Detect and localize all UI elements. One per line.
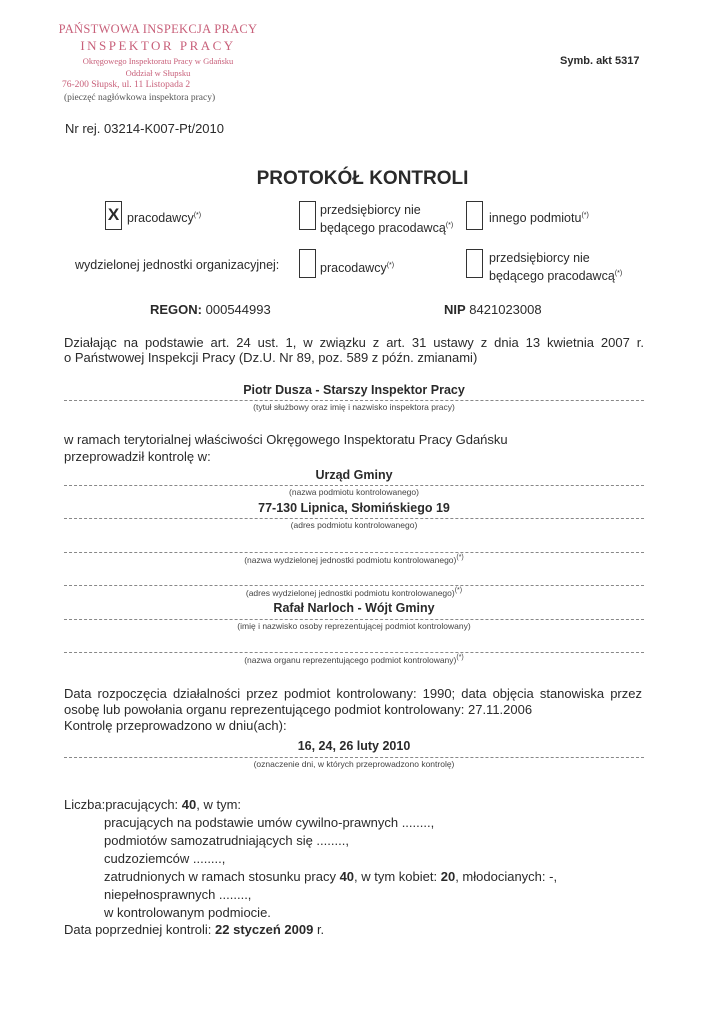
control-dates: 16, 24, 26 luty 2010	[297, 739, 411, 753]
page-title: PROTOKÓŁ KONTROLI	[256, 168, 469, 189]
stamp-line-branch: Oddział w Słupsku	[125, 68, 191, 78]
dates-caption: (oznaczenie dni, w których przeprowadzono kontrolę)	[253, 759, 455, 769]
representative-name: Rafał Narloch - Wójt Gminy	[273, 601, 435, 615]
scope-line2: przeprowadził kontrolę w:	[64, 449, 211, 464]
label-innego-podmiotu: innego podmiotu(*)	[489, 211, 589, 226]
representative-caption: (imię i nazwisko osoby reprezentującej podmiot kontrolowany)	[237, 621, 471, 631]
scope-line1: w ramach terytorialnej właściwości Okręgowego Inspektoratu Pracy Gdańsku	[64, 432, 508, 447]
stamp-line-inspector: INSPEKTOR PRACY	[80, 38, 236, 53]
entity-caption: (nazwa podmiotu kontrolowanego)	[289, 487, 419, 497]
stats-disabled: niepełnosprawnych ........,	[104, 887, 252, 902]
label-przedsiebiorcy: przedsiębiorcy nie będącego pracodawcą(*)	[320, 203, 454, 236]
stats-foreigners: cudzoziemców ........,	[104, 851, 226, 866]
stats-total: Liczba:pracujących: 40, w tym:	[64, 797, 242, 812]
stamp-line-office: Okręgowego Inspektoratu Pracy w Gdańsku	[82, 56, 234, 66]
checkbox-innego-podmiotu[interactable]	[466, 201, 483, 230]
previous-control: Data poprzedniej kontroli: 22 styczeń 2009 r.	[64, 922, 325, 937]
stats-employed: zatrudnionych w ramach stosunku pracy 40, w tym kobiet: 20, młodocianych: -,	[104, 869, 558, 884]
stamp-line-institution: PAŃSTWOWA INSPEKCJA PRACY	[58, 22, 258, 36]
divider	[64, 485, 644, 486]
checkbox-pracodawcy-unit[interactable]	[299, 249, 316, 278]
nip: NIP 8421023008	[444, 302, 542, 317]
stamp-line-address: 76-200 Słupsk, ul. 11 Listopada 2	[62, 80, 191, 90]
inspector-name: Piotr Dusza - Starszy Inspektor Pracy	[243, 383, 465, 397]
divider	[64, 585, 644, 586]
divider	[64, 552, 644, 553]
check-mark: X	[107, 205, 120, 224]
stamp-caption: (pieczęć nagłówkowa inspektora pracy)	[64, 93, 216, 103]
divider	[64, 518, 644, 519]
unit-name-caption: (nazwa wydzielonej jednostki podmiotu kontrolowanego)(*)	[244, 554, 464, 565]
rep-body-caption: (nazwa organu reprezentującego podmiot kontrolowany)(*)	[244, 654, 464, 665]
entity-name: Urząd Gminy	[315, 468, 393, 482]
unit-address-caption: (adres wydzielonej jednostki podmiotu kontrolowanego)(*)	[245, 587, 463, 598]
label-wydzielonej: wydzielonej jednostki organizacyjnej:	[75, 258, 280, 272]
registration-number: Nr rej. 03214-K007-Pt/2010	[65, 121, 224, 136]
label-pracodawcy-unit: pracodawcy(*)	[320, 261, 395, 276]
activity-line3: Kontrolę przeprowadzono w dniu(ach):	[64, 718, 287, 733]
checkbox-przedsiebiorcy[interactable]	[299, 201, 316, 230]
stats-self-employed: podmiotów samozatrudniających się ........,	[104, 833, 349, 848]
legal-basis-line1: Działając na podstawie art. 24 ust. 1, w związku z art. 31 ustawy z dnia 13 kwietnia 2007 r.	[64, 335, 644, 350]
activity-line2: osobę lub powołania organu reprezentującego podmiot kontrolowany: 27.11.2006	[64, 702, 533, 717]
stats-civil: pracujących na podstawie umów cywilno-prawnych ........,	[104, 815, 435, 830]
divider	[64, 757, 644, 758]
address-caption: (adres podmiotu kontrolowanego)	[290, 520, 418, 530]
legal-basis-line2: o Państwowej Inspekcji Pracy (Dz.U. Nr 89, poz. 589 z późn. zmianami)	[64, 350, 478, 365]
stats-in-entity: w kontrolowanym podmiocie.	[104, 905, 271, 920]
checkbox-pracodawcy[interactable]	[105, 201, 122, 230]
label-przedsiebiorcy-unit: przedsiębiorcy nie będącego pracodawcą(*)	[489, 251, 623, 284]
checkbox-przedsiebiorcy-unit[interactable]	[466, 249, 483, 278]
inspector-caption: (tytuł służbowy oraz imię i nazwisko inspektora pracy)	[253, 402, 455, 412]
divider	[64, 652, 644, 653]
activity-line1: Data rozpoczęcia działalności przez podmiot kontrolowany: 1990; data objęcia stanowiska przez	[64, 686, 642, 701]
entity-address: 77-130 Lipnica, Słomińskiego 19	[258, 501, 450, 515]
symbol-akt: Symb. akt 5317	[560, 55, 640, 67]
divider	[64, 400, 644, 401]
divider	[64, 619, 644, 620]
label-pracodawcy: pracodawcy(*)	[127, 211, 202, 226]
regon: REGON: 000544993	[150, 302, 271, 317]
